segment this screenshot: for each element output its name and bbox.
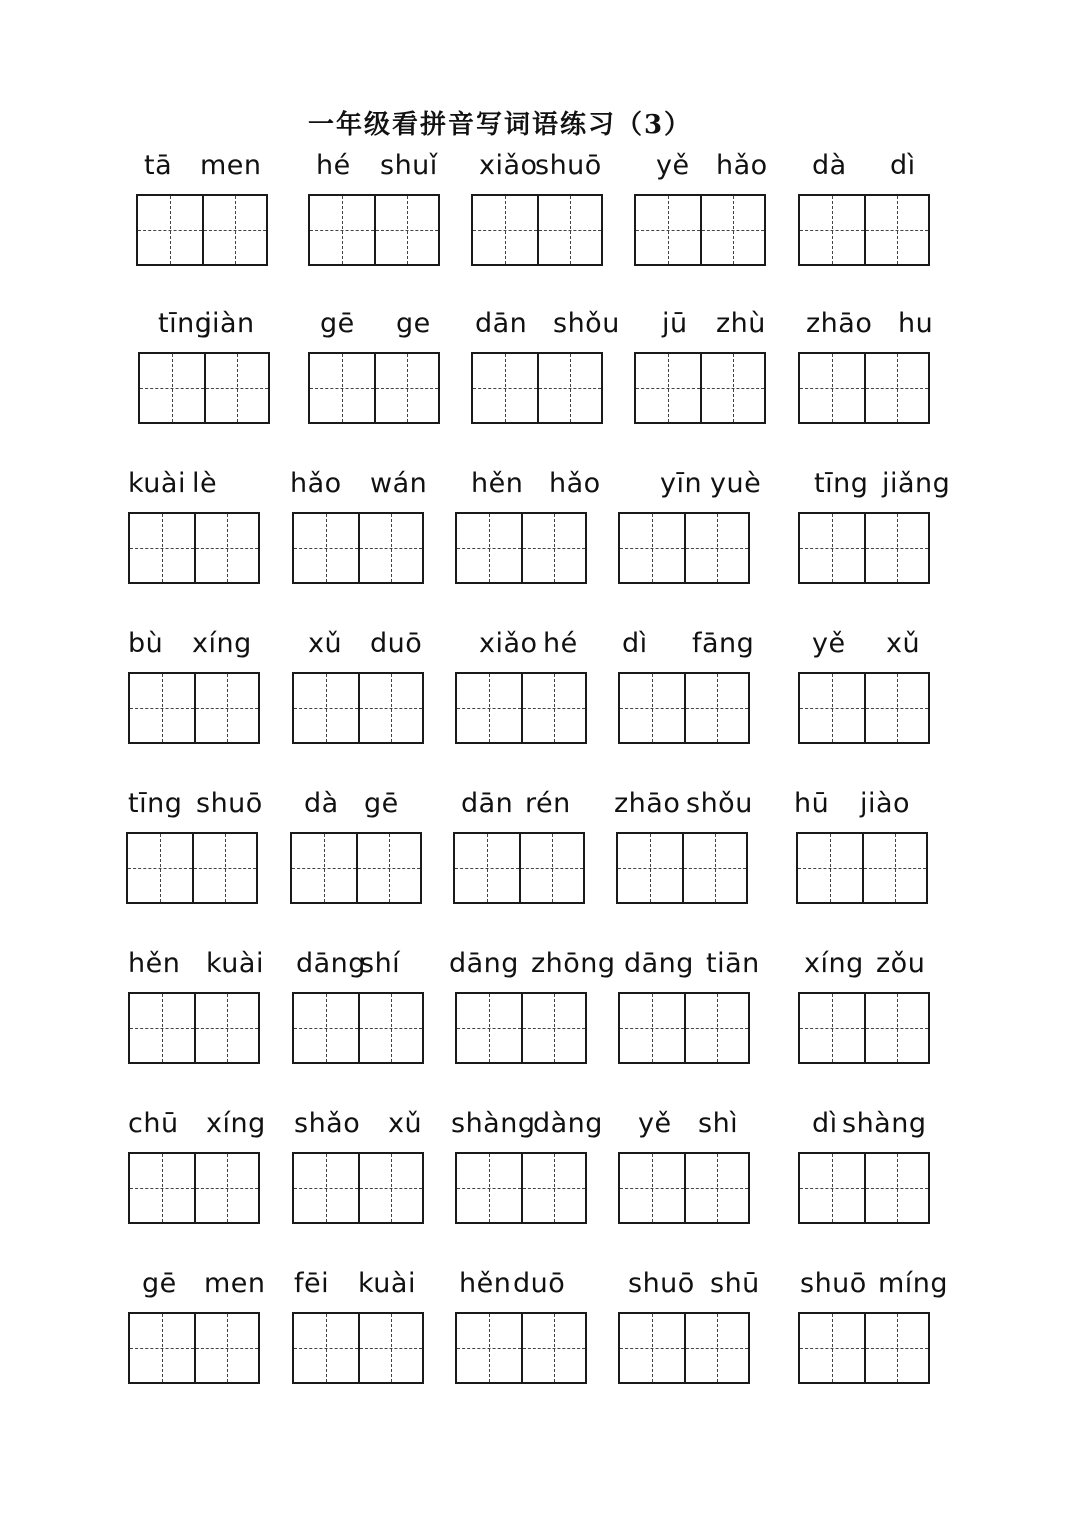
pinyin-syllable: tā — [144, 150, 173, 181]
pinyin-line — [794, 786, 958, 826]
pinyin-syllable: dāng — [624, 948, 694, 979]
word-item — [614, 786, 778, 926]
character-cell[interactable] — [194, 994, 258, 1062]
character-cell[interactable] — [294, 994, 358, 1062]
character-cell[interactable] — [620, 514, 684, 582]
word-item — [292, 626, 452, 766]
pinyin-syllable: dì — [890, 150, 916, 181]
pinyin-line — [618, 1106, 778, 1146]
pinyin-syllable: xǔ — [308, 628, 343, 659]
word-item — [798, 148, 958, 288]
pinyin-line — [618, 306, 778, 346]
character-cell[interactable] — [140, 354, 204, 422]
character-cell[interactable] — [128, 834, 192, 902]
writing-grid[interactable] — [126, 832, 258, 904]
pinyin-line — [292, 306, 452, 346]
pinyin-syllable: hé — [316, 150, 351, 181]
writing-grid[interactable] — [455, 672, 587, 744]
writing-grid[interactable] — [618, 992, 750, 1064]
pinyin-syllable: kuài — [206, 948, 264, 979]
writing-grid[interactable] — [136, 194, 268, 266]
pinyin-line — [128, 466, 288, 506]
word-row — [0, 306, 1080, 456]
pinyin-syllable: jū — [662, 308, 688, 339]
word-row — [0, 1106, 1080, 1256]
pinyin-line — [798, 1266, 958, 1306]
pinyin-syllable: yě — [656, 150, 690, 181]
character-cell[interactable] — [800, 1154, 864, 1222]
word-item — [455, 786, 615, 926]
character-cell[interactable] — [358, 994, 422, 1062]
character-cell[interactable] — [194, 674, 258, 742]
writing-grid[interactable] — [798, 992, 930, 1064]
pinyin-syllable: hǎo — [716, 150, 768, 181]
pinyin-syllable: dàng — [533, 1108, 603, 1139]
character-cell[interactable] — [457, 1314, 521, 1382]
character-cell[interactable] — [473, 354, 537, 422]
character-cell[interactable] — [864, 354, 928, 422]
pinyin-syllable: kuài — [128, 468, 186, 499]
pinyin-line — [451, 1106, 615, 1146]
character-cell[interactable] — [798, 834, 862, 902]
pinyin-line — [455, 786, 615, 826]
word-item — [451, 1106, 615, 1246]
character-cell[interactable] — [800, 994, 864, 1062]
character-cell[interactable] — [457, 514, 521, 582]
character-cell[interactable] — [521, 1154, 585, 1222]
character-cell[interactable] — [800, 1314, 864, 1382]
word-item — [455, 1266, 615, 1406]
pinyin-syllable: zǒu — [876, 948, 926, 979]
word-item — [455, 466, 615, 606]
pinyin-syllable: jiàn — [204, 308, 255, 339]
character-cell[interactable] — [294, 1154, 358, 1222]
pinyin-syllable: ge — [396, 308, 431, 339]
word-item — [292, 148, 452, 288]
character-cell[interactable] — [294, 514, 358, 582]
pinyin-syllable: tiān — [706, 948, 760, 979]
character-cell[interactable] — [636, 196, 700, 264]
character-cell[interactable] — [700, 196, 764, 264]
character-cell[interactable] — [684, 994, 748, 1062]
pinyin-line — [292, 946, 452, 986]
word-item — [292, 786, 452, 926]
pinyin-syllable: kuài — [358, 1268, 416, 1299]
pinyin-line — [128, 148, 288, 188]
pinyin-syllable: shí — [360, 948, 401, 979]
character-cell[interactable] — [864, 674, 928, 742]
character-cell[interactable] — [457, 674, 521, 742]
pinyin-line — [292, 1106, 452, 1146]
word-item — [794, 786, 958, 926]
pinyin-line — [798, 306, 958, 346]
pinyin-syllable: shuō — [535, 150, 602, 181]
word-item — [618, 626, 778, 766]
writing-grid[interactable] — [128, 512, 260, 584]
word-row — [0, 1266, 1080, 1416]
word-item — [798, 1266, 958, 1406]
pinyin-line — [128, 786, 288, 826]
character-cell[interactable] — [204, 354, 268, 422]
character-cell[interactable] — [130, 1314, 194, 1382]
writing-grid[interactable] — [798, 1152, 930, 1224]
pinyin-line — [798, 466, 958, 506]
word-item — [128, 306, 288, 446]
pinyin-syllable: dì — [622, 628, 648, 659]
pinyin-syllable: tīng — [158, 308, 213, 339]
pinyin-syllable: dà — [812, 150, 847, 181]
writing-grid[interactable] — [634, 352, 766, 424]
pinyin-syllable: shuō — [800, 1268, 867, 1299]
pinyin-syllable: men — [200, 150, 262, 181]
character-cell[interactable] — [864, 196, 928, 264]
pinyin-syllable: dì — [812, 1108, 838, 1139]
character-cell[interactable] — [457, 1154, 521, 1222]
pinyin-line — [455, 1266, 615, 1306]
character-cell[interactable] — [194, 1314, 258, 1382]
character-cell[interactable] — [800, 674, 864, 742]
character-cell[interactable] — [800, 196, 864, 264]
word-item — [128, 148, 288, 288]
pinyin-syllable: hu — [898, 308, 934, 339]
pinyin-syllable: duō — [513, 1268, 566, 1299]
writing-grid[interactable] — [616, 832, 748, 904]
pinyin-syllable: xǔ — [388, 1108, 423, 1139]
pinyin-line — [128, 306, 288, 346]
character-cell[interactable] — [620, 674, 684, 742]
pinyin-line — [292, 1266, 452, 1306]
pinyin-line — [618, 1266, 778, 1306]
pinyin-syllable: bù — [128, 628, 164, 659]
pinyin-syllable: yuè — [710, 468, 762, 499]
character-cell[interactable] — [194, 1154, 258, 1222]
writing-grid[interactable] — [798, 194, 930, 266]
pinyin-syllable: hěn — [459, 1268, 512, 1299]
word-item — [128, 1106, 288, 1246]
writing-grid[interactable] — [453, 832, 585, 904]
pinyin-syllable: dāng — [296, 948, 366, 979]
pinyin-syllable: shǒu — [553, 308, 620, 339]
pinyin-syllable: zhāo — [806, 308, 873, 339]
writing-grid[interactable] — [798, 672, 930, 744]
writing-grid[interactable] — [292, 672, 424, 744]
word-item — [618, 466, 778, 606]
writing-grid[interactable] — [798, 352, 930, 424]
word-item — [455, 306, 620, 446]
character-cell[interactable] — [358, 674, 422, 742]
pinyin-syllable: chū — [128, 1108, 179, 1139]
character-cell[interactable] — [864, 1154, 928, 1222]
pinyin-syllable: shuō — [628, 1268, 695, 1299]
word-row — [0, 466, 1080, 616]
character-cell[interactable] — [294, 1314, 358, 1382]
pinyin-line — [618, 466, 778, 506]
character-cell[interactable] — [684, 674, 748, 742]
pinyin-syllable: fēi — [294, 1268, 330, 1299]
character-cell[interactable] — [620, 994, 684, 1062]
word-item — [798, 1106, 958, 1246]
writing-grid[interactable] — [292, 992, 424, 1064]
pinyin-syllable: dāng — [449, 948, 519, 979]
pinyin-line — [292, 786, 452, 826]
writing-grid[interactable] — [471, 352, 603, 424]
writing-grid[interactable] — [618, 672, 750, 744]
character-cell[interactable] — [310, 196, 374, 264]
writing-grid[interactable] — [798, 512, 930, 584]
character-cell[interactable] — [294, 674, 358, 742]
character-cell[interactable] — [864, 1314, 928, 1382]
word-item — [449, 946, 616, 1086]
pinyin-syllable: jiǎng — [882, 468, 951, 499]
character-cell[interactable] — [684, 514, 748, 582]
writing-grid[interactable] — [796, 832, 928, 904]
character-cell[interactable] — [192, 834, 256, 902]
pinyin-syllable: zhāo — [614, 788, 681, 819]
writing-grid[interactable] — [618, 512, 750, 584]
pinyin-syllable: rén — [525, 788, 571, 819]
pinyin-line — [292, 466, 452, 506]
pinyin-syllable: yīn — [660, 468, 703, 499]
writing-grid[interactable] — [128, 1312, 260, 1384]
pinyin-line — [292, 148, 452, 188]
pinyin-syllable: míng — [878, 1268, 949, 1299]
pinyin-line — [455, 306, 620, 346]
pinyin-syllable: dān — [475, 308, 528, 339]
character-cell[interactable] — [521, 514, 585, 582]
pinyin-syllable: hěn — [471, 468, 524, 499]
writing-grid[interactable] — [455, 512, 587, 584]
word-item — [618, 1106, 778, 1246]
pinyin-syllable: wán — [370, 468, 428, 499]
pinyin-syllable: dān — [461, 788, 514, 819]
pinyin-syllable: xiǎo — [479, 150, 538, 181]
pinyin-line — [455, 626, 615, 666]
word-item — [292, 466, 452, 606]
character-cell[interactable] — [684, 1314, 748, 1382]
character-cell[interactable] — [864, 994, 928, 1062]
character-cell[interactable] — [138, 196, 202, 264]
character-cell[interactable] — [800, 514, 864, 582]
character-cell[interactable] — [800, 354, 864, 422]
character-cell[interactable] — [521, 994, 585, 1062]
character-cell[interactable] — [130, 1154, 194, 1222]
pinyin-syllable: xíng — [206, 1108, 266, 1139]
page-title: 一年级看拼音写词语练习（3） — [307, 110, 693, 140]
character-cell[interactable] — [537, 196, 601, 264]
character-cell[interactable] — [521, 1314, 585, 1382]
character-cell[interactable] — [521, 674, 585, 742]
pinyin-syllable: shuǐ — [380, 150, 438, 181]
word-row — [0, 786, 1080, 936]
pinyin-line — [618, 946, 778, 986]
pinyin-line — [128, 1106, 288, 1146]
pinyin-syllable: zhù — [716, 308, 766, 339]
writing-grid[interactable] — [798, 1312, 930, 1384]
pinyin-syllable: xíng — [192, 628, 252, 659]
pinyin-syllable: hěn — [128, 948, 181, 979]
pinyin-syllable: yě — [812, 628, 846, 659]
pinyin-syllable: lè — [192, 468, 218, 499]
character-cell[interactable] — [636, 354, 700, 422]
writing-grid[interactable] — [308, 352, 440, 424]
character-cell[interactable] — [130, 514, 194, 582]
writing-grid[interactable] — [292, 1152, 424, 1224]
character-cell[interactable] — [618, 834, 682, 902]
writing-grid[interactable] — [455, 1312, 587, 1384]
character-cell[interactable] — [310, 354, 374, 422]
character-cell[interactable] — [455, 834, 519, 902]
pinyin-syllable: xiǎo — [479, 628, 538, 659]
writing-grid[interactable] — [634, 194, 766, 266]
word-item — [128, 626, 288, 766]
character-cell[interactable] — [473, 196, 537, 264]
character-cell[interactable] — [130, 994, 194, 1062]
pinyin-syllable: shǒu — [686, 788, 753, 819]
writing-grid[interactable] — [290, 832, 422, 904]
pinyin-line — [128, 1266, 288, 1306]
word-item — [128, 1266, 288, 1406]
writing-grid[interactable] — [618, 1312, 750, 1384]
pinyin-line — [128, 626, 288, 666]
character-cell[interactable] — [700, 354, 764, 422]
character-cell[interactable] — [684, 1154, 748, 1222]
character-cell[interactable] — [457, 994, 521, 1062]
pinyin-syllable: shuō — [196, 788, 263, 819]
pinyin-line — [618, 626, 778, 666]
pinyin-syllable: shàng — [842, 1108, 927, 1139]
writing-grid[interactable] — [128, 992, 260, 1064]
character-cell[interactable] — [682, 834, 746, 902]
pinyin-syllable: dà — [304, 788, 339, 819]
pinyin-syllable: fāng — [692, 628, 755, 659]
word-row — [0, 946, 1080, 1096]
writing-grid[interactable] — [138, 352, 270, 424]
writing-grid[interactable] — [618, 1152, 750, 1224]
writing-grid[interactable] — [308, 194, 440, 266]
pinyin-syllable: shì — [698, 1108, 739, 1139]
character-cell[interactable] — [862, 834, 926, 902]
word-item — [292, 946, 452, 1086]
word-item — [798, 626, 958, 766]
pinyin-line — [618, 148, 778, 188]
pinyin-line — [449, 946, 616, 986]
pinyin-syllable: xíng — [804, 948, 864, 979]
pinyin-syllable: tīng — [814, 468, 869, 499]
character-cell[interactable] — [358, 1154, 422, 1222]
pinyin-line — [798, 148, 958, 188]
character-cell[interactable] — [519, 834, 583, 902]
pinyin-syllable: hǎo — [290, 468, 342, 499]
pinyin-syllable: gē — [364, 788, 399, 819]
pinyin-syllable: jiào — [860, 788, 911, 819]
character-cell[interactable] — [130, 674, 194, 742]
word-item — [128, 786, 288, 926]
word-row — [0, 626, 1080, 776]
pinyin-syllable: gē — [320, 308, 355, 339]
writing-grid[interactable] — [128, 1152, 260, 1224]
character-cell[interactable] — [620, 1314, 684, 1382]
pinyin-line — [455, 466, 615, 506]
character-cell[interactable] — [374, 354, 438, 422]
pinyin-syllable: men — [204, 1268, 266, 1299]
pinyin-syllable: hū — [794, 788, 830, 819]
pinyin-syllable: shū — [710, 1268, 760, 1299]
character-cell[interactable] — [864, 514, 928, 582]
word-item — [798, 946, 958, 1086]
word-item — [618, 148, 778, 288]
pinyin-line — [614, 786, 778, 826]
character-cell[interactable] — [358, 1314, 422, 1382]
word-item — [292, 306, 452, 446]
word-item — [292, 1266, 452, 1406]
writing-grid[interactable] — [292, 1312, 424, 1384]
word-item — [618, 306, 778, 446]
pinyin-line — [798, 1106, 958, 1146]
pinyin-syllable: hé — [543, 628, 578, 659]
pinyin-line — [292, 626, 452, 666]
word-item — [128, 466, 288, 606]
character-cell[interactable] — [537, 354, 601, 422]
word-row — [0, 148, 1080, 298]
word-item — [455, 626, 615, 766]
pinyin-syllable: gē — [142, 1268, 177, 1299]
word-item — [798, 466, 958, 606]
writing-grid[interactable] — [455, 992, 587, 1064]
pinyin-syllable: hǎo — [549, 468, 601, 499]
character-cell[interactable] — [202, 196, 266, 264]
pinyin-syllable: yě — [638, 1108, 672, 1139]
pinyin-syllable: duō — [370, 628, 423, 659]
pinyin-line — [798, 946, 958, 986]
pinyin-syllable: xǔ — [886, 628, 921, 659]
writing-grid[interactable] — [292, 512, 424, 584]
writing-grid[interactable] — [128, 672, 260, 744]
character-cell[interactable] — [292, 834, 356, 902]
word-item — [292, 1106, 452, 1246]
pinyin-syllable: zhōng — [531, 948, 616, 979]
word-item — [618, 1266, 778, 1406]
pinyin-syllable: shàng — [451, 1108, 536, 1139]
character-cell[interactable] — [358, 514, 422, 582]
word-item — [128, 946, 288, 1086]
pinyin-line — [798, 626, 958, 666]
pinyin-line — [128, 946, 288, 986]
word-item — [455, 148, 615, 288]
writing-grid[interactable] — [455, 1152, 587, 1224]
word-item — [798, 306, 958, 446]
pinyin-syllable: shǎo — [294, 1108, 361, 1139]
character-cell[interactable] — [620, 1154, 684, 1222]
character-cell[interactable] — [356, 834, 420, 902]
writing-grid[interactable] — [471, 194, 603, 266]
character-cell[interactable] — [374, 196, 438, 264]
character-cell[interactable] — [194, 514, 258, 582]
word-item — [618, 946, 778, 1086]
pinyin-syllable: tīng — [128, 788, 183, 819]
pinyin-line — [455, 148, 615, 188]
